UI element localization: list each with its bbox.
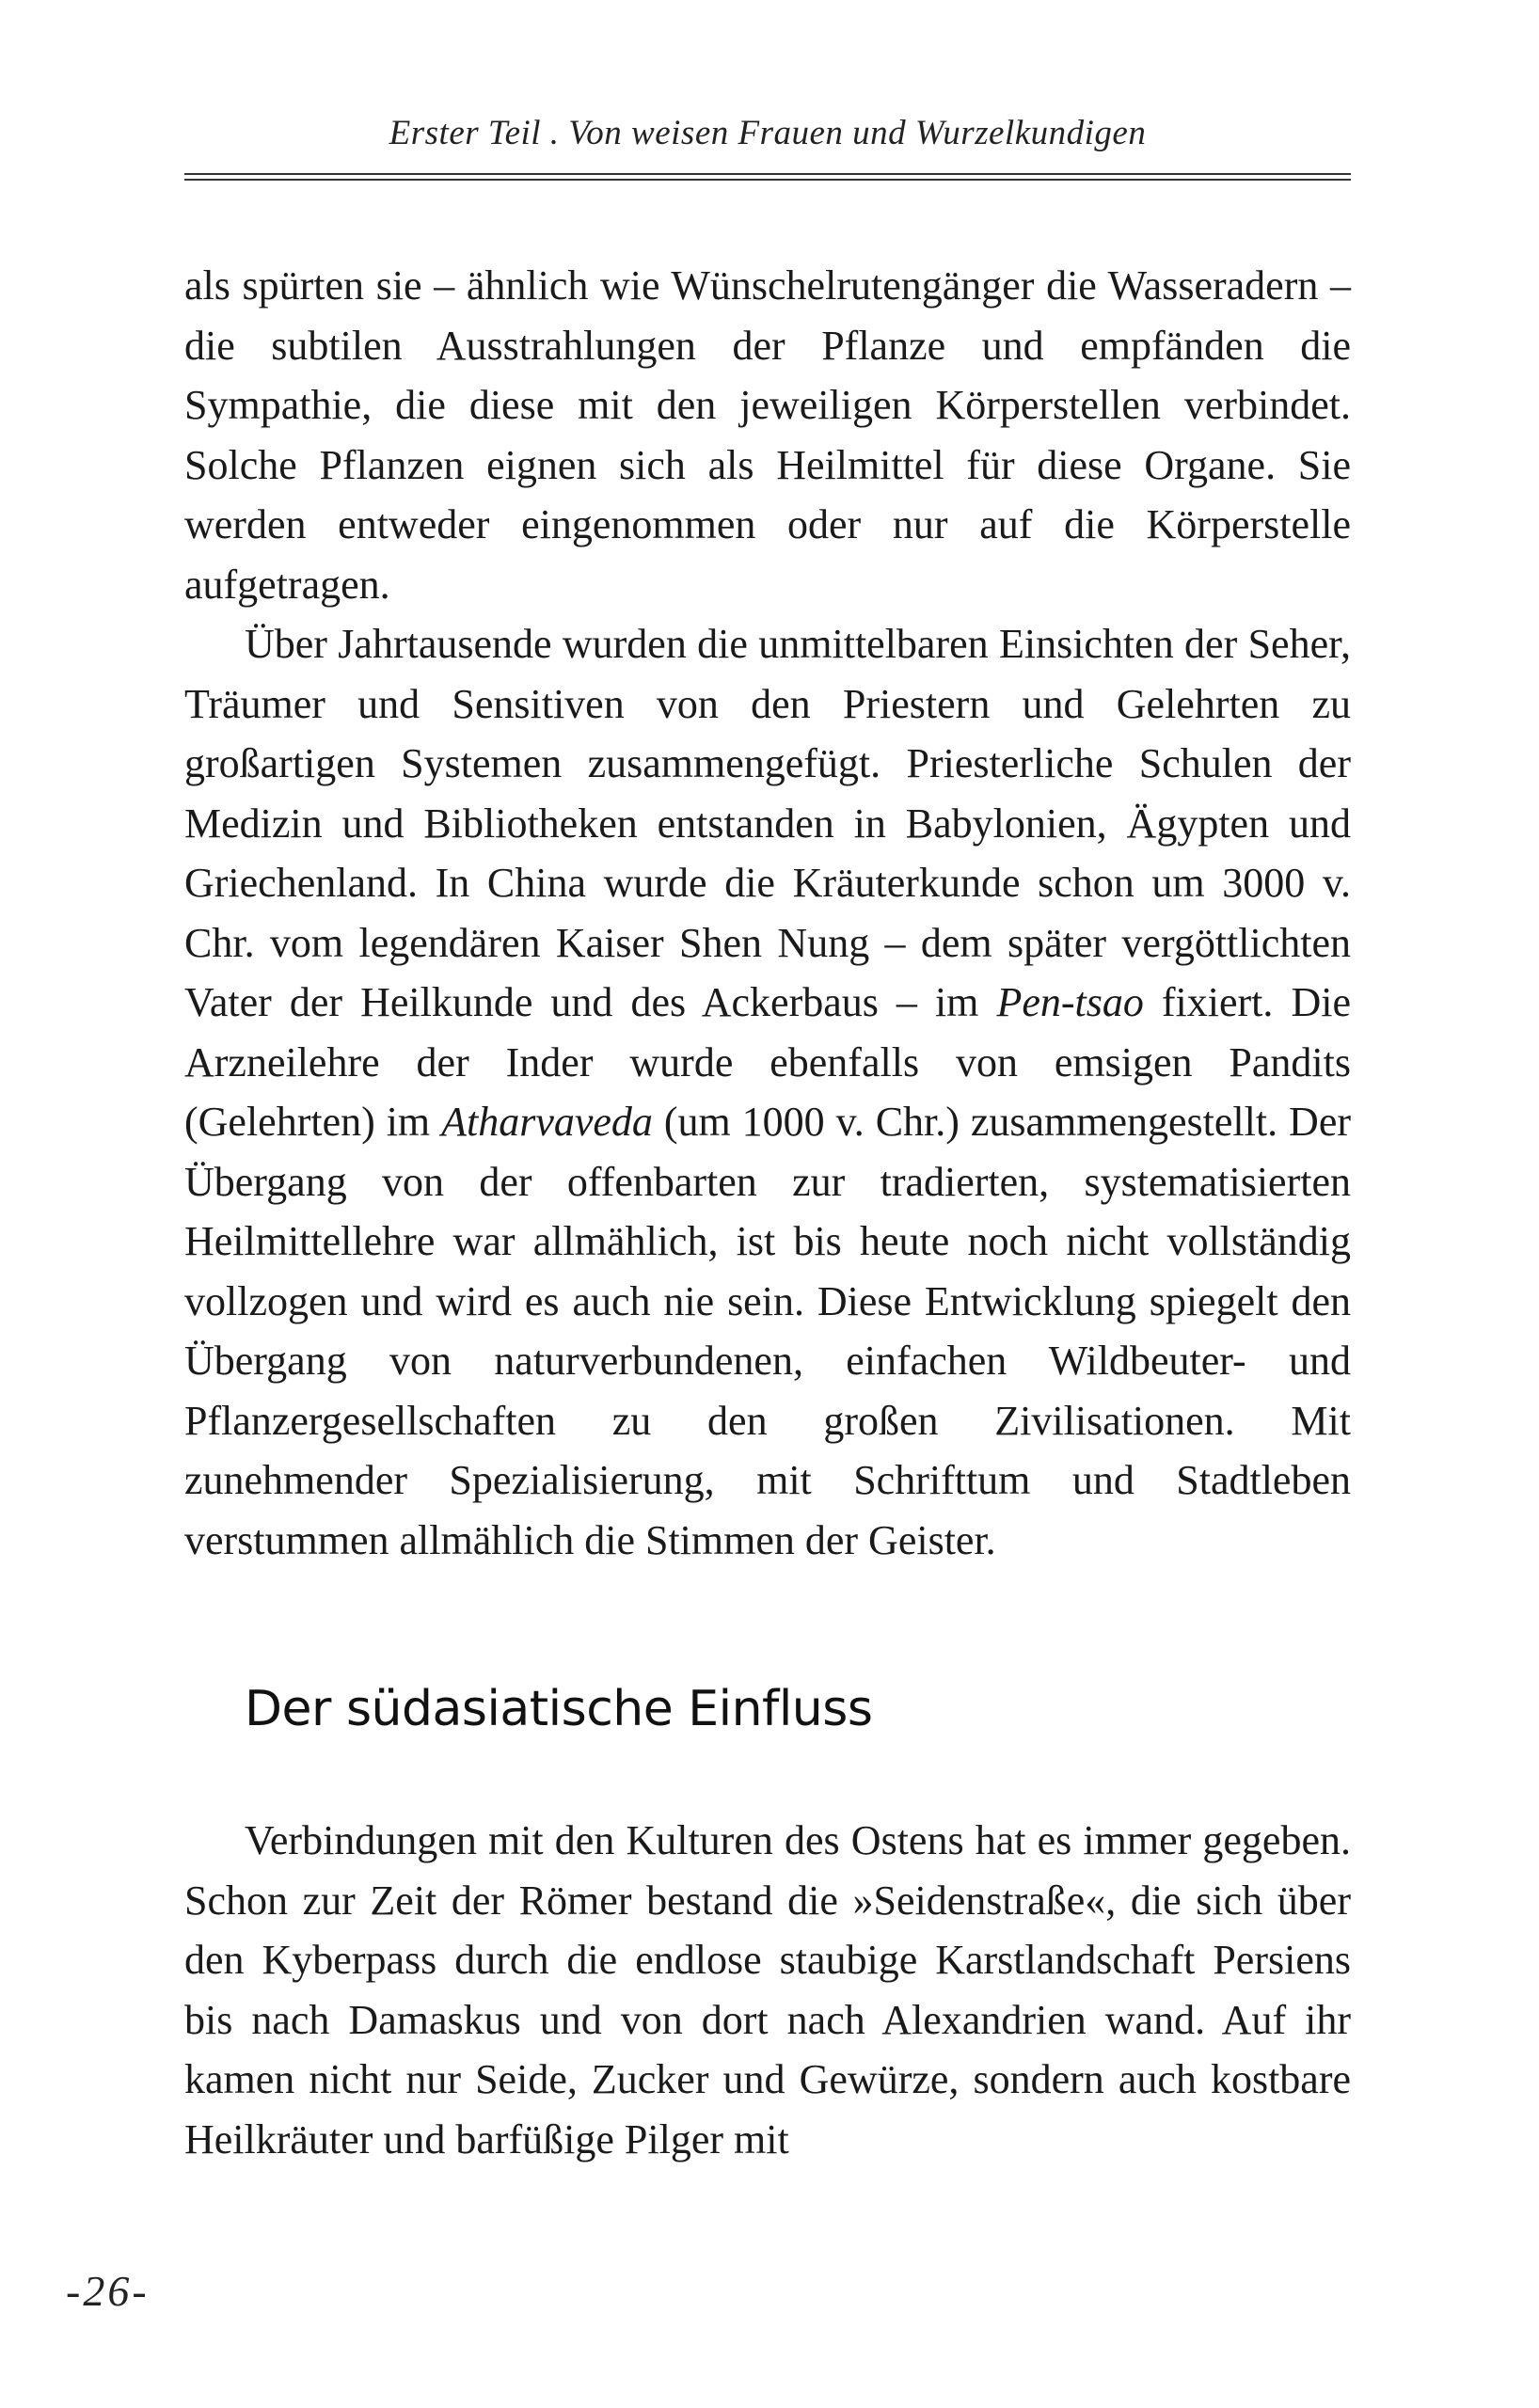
section-text bbox=[184, 1811, 1351, 2169]
running-head: Erster Teil . Von weisen Frauen und Wurzelkundigen bbox=[389, 114, 1147, 152]
paragraph-text: Über Jahrtausende wurden die unmittelbaren Einsichten der Seher, Träumer und Sensitiven von den Priestern und Gelehrten zu großartigen Systemen zusammengefügt. Priesterliche Schulen der Medizin und Bibliotheken entstanden in Babylonien, Ägypten und Griechenland. In China wurde die Kräuterkunde schon um 3000 v. Chr. vom legendären Kaiser Shen Nung – dem später vergöttlichten Vater der Heilkunde und des Ackerbaus – im bbox=[184, 621, 1351, 1025]
header-rule bbox=[184, 179, 1351, 181]
paragraph-text: fixiert. Die Arzneilehre der Inder wurde ebenfalls von emsigen Pandits (Gelehrten) im bbox=[184, 979, 1351, 1145]
paragraph: als spürten sie – ähnlich wie Wünschelrutengänger die Wasseradern – die subtilen Ausstrahlungen der Pflanze und empfänden die Sympathie, die diese mit den jeweiligen Körperstellen verbindet. Solche Pflanzen eignen sich als Heilmittel für diese Organe. Sie werden entweder eingenommen oder nur auf die Körperstelle aufgetragen. bbox=[184, 262, 1351, 608]
header-rule bbox=[184, 173, 1351, 175]
paragraph-text: (um 1000 v. Chr.) zusammengestellt. Der Übergang von der offenbarten zur tradierten, systematisierten Heilmittellehre war allmählich, ist bis heute noch nicht vollständig vollzogen und wird es auch nie sein. Diese Entwicklung spiegelt den Übergang von naturverbundenen, einfachen Wildbeuter- und Pflanzergesellschaften zu den großen Zivilisationen. Mit zunehmender Spezialisierung, mit Schrifttum und Stadtleben verstummen allmählich die Stimmen der Geister. bbox=[184, 1099, 1351, 1563]
section-heading: Der südasiatische Einfluss bbox=[245, 1681, 873, 1737]
paragraph: Verbindungen mit den Kulturen des Ostens hat es immer gegeben. Schon zur Zeit der Römer bestand die »Seidenstraße«, die sich über den Kyberpass durch die endlose staubige Karstlandschaft Persiens bis nach Damaskus und von dort nach Alexandrien wand. Auf ihr kamen nicht nur Seide, Zucker und Gewürze, sondern auch kostbare Heilkräuter und barfüßige Pilger mit bbox=[184, 1817, 1351, 2162]
main-text bbox=[184, 256, 1351, 1570]
paragraph bbox=[184, 614, 1351, 1570]
page-number: -26- bbox=[66, 2267, 150, 2315]
work-title: Atharvaveda bbox=[441, 1099, 653, 1145]
work-title: Pen-tsao bbox=[996, 979, 1144, 1025]
